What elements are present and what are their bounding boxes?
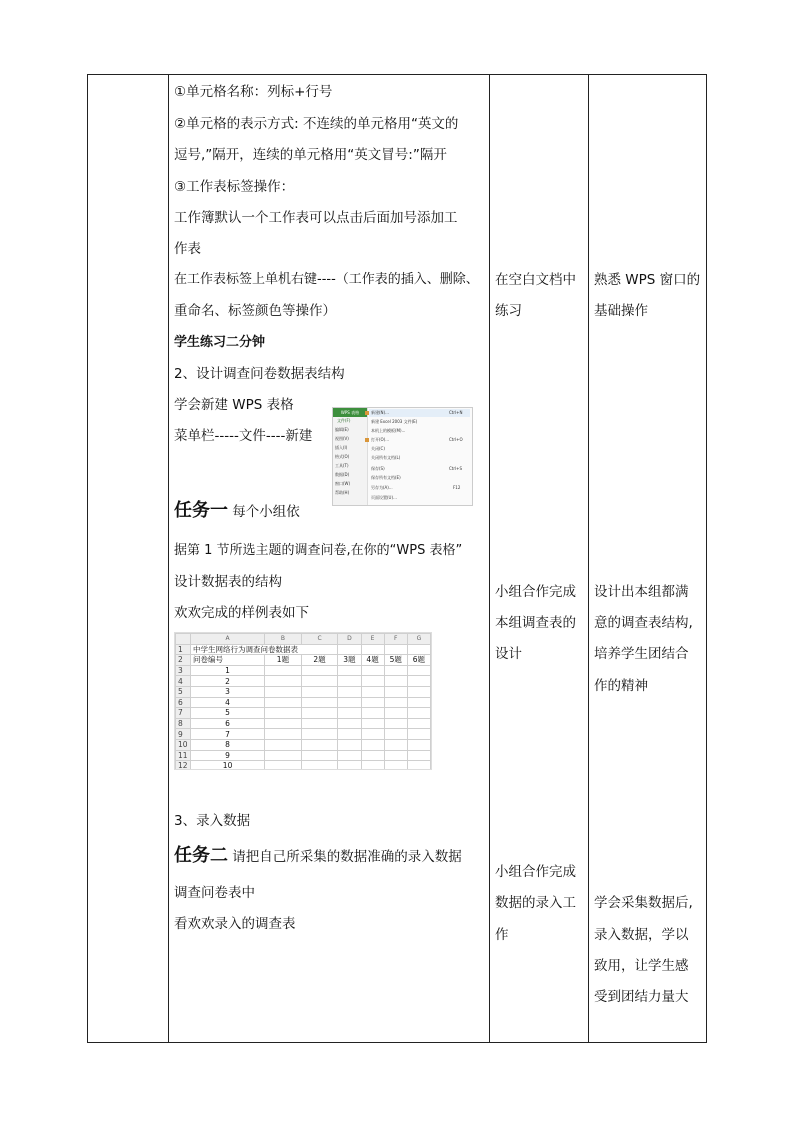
- sheet-cell: 7: [191, 729, 265, 740]
- menu-item: 格式(O): [335, 454, 350, 459]
- menu-entry-label: 保存所有文档(E): [371, 475, 401, 480]
- sheet-cell: [361, 729, 384, 740]
- sheet-cell: [338, 761, 361, 770]
- menu-entry-label: 另存为(A)...: [371, 485, 393, 490]
- content-line: 菜单栏-----文件----新建: [174, 428, 313, 444]
- sheet-cell: [301, 665, 338, 676]
- sheet-cell: [361, 644, 384, 655]
- sheet-cell: [361, 739, 384, 750]
- sheet-cell: G: [407, 634, 430, 645]
- sheet-cell: 中学生网络行为调查问卷数据表: [191, 644, 338, 655]
- sheet-cell: [338, 708, 361, 719]
- activity-line: 小组合作完成: [495, 584, 576, 600]
- column-header-row: [176, 634, 431, 645]
- intent-line: 致用，让学生感: [594, 958, 689, 974]
- sheet-cell: [384, 686, 407, 697]
- sheet-cell: [265, 686, 302, 697]
- sheet-cell: [338, 697, 361, 708]
- sheet-cell: [384, 739, 407, 750]
- sheet-cell: [407, 708, 430, 719]
- menu-entry: [371, 466, 385, 472]
- menu-item: 窗口(W): [335, 481, 351, 486]
- spreadsheet-screenshot: [174, 632, 432, 770]
- menu-entry: [371, 475, 401, 481]
- sheet-cell: [407, 644, 430, 655]
- menu-entry-label: 页面设置(U)...: [371, 495, 397, 500]
- sheet-cell: [338, 739, 361, 750]
- row-number: 4: [176, 676, 191, 687]
- task-text: 请把自己所采集的数据准确的录入数据: [228, 849, 462, 865]
- activity-line: 小组合作完成: [495, 864, 576, 880]
- section-title: 2、设计调查问卷数据表结构: [174, 366, 345, 382]
- task-heading: [174, 501, 300, 522]
- menu-header: WPS 表格: [333, 408, 367, 417]
- menu-item: 工具(T): [335, 463, 349, 468]
- content-line: 工作簿默认一个工作表可以点击后面加号添加工: [174, 210, 458, 226]
- menu-entry-label: 打开(O)...: [371, 437, 390, 442]
- content-line: ①单元格名称：列标+行号: [174, 84, 333, 100]
- row-number: 8: [176, 718, 191, 729]
- sheet-cell: [265, 708, 302, 719]
- table-row: [176, 761, 431, 770]
- sheet-cell: [384, 750, 407, 761]
- table-row: [176, 665, 431, 676]
- sheet-cell: [407, 697, 430, 708]
- sheet-cell: [338, 750, 361, 761]
- sheet-cell: [265, 761, 302, 770]
- sheet-cell: E: [361, 634, 384, 645]
- sheet-cell: 6: [191, 718, 265, 729]
- activity-line: 在空白文档中: [495, 272, 576, 288]
- content-line: 逗号,”隔开，连续的单元格用“英文冒号:”隔开: [174, 147, 447, 163]
- sheet-cell: 3题: [338, 655, 361, 666]
- sheet-cell: 5题: [384, 655, 407, 666]
- sheet-cell: [384, 665, 407, 676]
- intent-line: 录入数据，学以: [594, 927, 689, 943]
- sheet-cell: [265, 676, 302, 687]
- sheet-cell: 1题: [265, 655, 302, 666]
- shortcut: F12: [453, 485, 461, 490]
- intent-line: 基础操作: [594, 303, 648, 319]
- sheet-cell: [301, 761, 338, 770]
- menu-item: 插入(I): [335, 445, 348, 450]
- sheet-cell: [338, 718, 361, 729]
- menu-entry-label: 关闭(C): [371, 446, 385, 451]
- intent-line: 熟悉 WPS 窗口的: [594, 272, 701, 288]
- sheet-cell: [301, 739, 338, 750]
- content-line: 据第 1 节所选主题的调查问卷,在你的“WPS 表格”: [174, 543, 463, 558]
- column-divider: [489, 75, 490, 1042]
- row-number: 11: [176, 750, 191, 761]
- table-row: [176, 750, 431, 761]
- sheet-cell: 8: [191, 739, 265, 750]
- sheet-cell: [338, 644, 361, 655]
- sheet-cell: [301, 697, 338, 708]
- sheet-cell: [384, 644, 407, 655]
- task-title: 任务二: [174, 845, 228, 866]
- new-file-icon: [365, 411, 369, 415]
- task-title: 任务一: [174, 500, 228, 521]
- row-number: 1: [176, 644, 191, 655]
- table-row: [176, 708, 431, 719]
- sheet-cell: [407, 676, 430, 687]
- row-number: 6: [176, 697, 191, 708]
- table-row: [176, 729, 431, 740]
- sheet-cell: [338, 665, 361, 676]
- row-number: 9: [176, 729, 191, 740]
- intent-line: 学会采集数据后,: [594, 895, 693, 911]
- sheet-cell: [265, 729, 302, 740]
- sheet-cell: [407, 686, 430, 697]
- sheet-cell: [407, 718, 430, 729]
- menu-item: 数据(D): [335, 472, 350, 477]
- sheet-cell: [301, 718, 338, 729]
- table-row: [176, 655, 431, 666]
- wps-file-menu-screenshot: [332, 407, 473, 506]
- sheet-cell: [301, 686, 338, 697]
- menu-entry: [371, 495, 397, 501]
- sheet-cell: [361, 761, 384, 770]
- sheet-cell: 6题: [407, 655, 430, 666]
- sheet-cell: [361, 708, 384, 719]
- menu-item: 编辑(E): [335, 427, 349, 432]
- sheet-cell: C: [301, 634, 338, 645]
- sheet-cell: [361, 665, 384, 676]
- sheet-cell: [301, 708, 338, 719]
- sheet-cell: [265, 739, 302, 750]
- sheet-cell: D: [338, 634, 361, 645]
- sheet-cell: 4: [191, 697, 265, 708]
- sheet-cell: [265, 750, 302, 761]
- sheet-cell: 10: [191, 761, 265, 770]
- sheet-cell: 3: [191, 686, 265, 697]
- menu-entry-label: 保存(S): [371, 466, 385, 471]
- open-folder-icon: [365, 438, 369, 442]
- row-number: 5: [176, 686, 191, 697]
- sheet-cell: [301, 729, 338, 740]
- table-row: [176, 718, 431, 729]
- intent-line: 设计出本组都满: [594, 584, 689, 600]
- sheet-cell: [407, 729, 430, 740]
- task-heading: [174, 846, 462, 867]
- table-row: [176, 739, 431, 750]
- row-number: 3: [176, 665, 191, 676]
- content-line: ②单元格的表示方式: 不连续的单元格用“英文的: [174, 116, 459, 132]
- sheet-cell: [361, 718, 384, 729]
- activity-line: 练习: [495, 303, 522, 319]
- table-row: [176, 644, 431, 655]
- sheet-cell: [265, 697, 302, 708]
- row-number: 2: [176, 655, 191, 666]
- activity-line: 数据的录入工: [495, 895, 576, 911]
- activity-line: 作: [495, 927, 509, 943]
- sheet-cell: [361, 750, 384, 761]
- sheet-cell: [361, 676, 384, 687]
- column-divider: [168, 75, 169, 1042]
- sheet-cell: B: [265, 634, 302, 645]
- sheet-cell: [384, 676, 407, 687]
- sheet-cell: [407, 761, 430, 770]
- shortcut: Ctrl+O: [449, 437, 463, 442]
- intent-line: 受到团结力量大: [594, 989, 689, 1005]
- menu-entry: [371, 485, 393, 491]
- column-divider: [588, 75, 589, 1042]
- menu-entry: [371, 410, 389, 416]
- sheet-cell: [384, 708, 407, 719]
- sheet-cell: 9: [191, 750, 265, 761]
- row-number: 10: [176, 739, 191, 750]
- menu-entry: [371, 419, 417, 425]
- menu-item: 帮助(H): [335, 490, 350, 495]
- menu-entry: [371, 455, 400, 461]
- sheet-cell: [265, 718, 302, 729]
- content-line: 在工作表标签上单机右键----（工作表的插入、删除、: [174, 272, 479, 287]
- content-line: 欢欢完成的样例表如下: [174, 605, 309, 621]
- shortcut: Ctrl+N: [449, 410, 463, 415]
- table-row: [176, 697, 431, 708]
- intent-line: 培养学生团结合: [594, 646, 689, 662]
- sheet-cell: [384, 697, 407, 708]
- menu-entry: [371, 437, 389, 443]
- row-number: 7: [176, 708, 191, 719]
- sheet-cell: [338, 686, 361, 697]
- sheet-cell: 1: [191, 665, 265, 676]
- sheet-cell: 2: [191, 676, 265, 687]
- spreadsheet-grid: [175, 633, 431, 770]
- sheet-cell: 2题: [301, 655, 338, 666]
- content-line: 调查问卷表中: [174, 885, 255, 901]
- menu-item: 视图(V): [335, 436, 349, 441]
- menu-entry-label: 新建(N)...: [371, 410, 389, 415]
- menu-entry: [371, 446, 385, 452]
- menu-entry-label: 新建 Excel 2003 文件(E): [371, 419, 418, 424]
- sheet-cell: [407, 739, 430, 750]
- row-number: 12: [176, 761, 191, 770]
- sheet-cell: A: [191, 634, 265, 645]
- row-number: [176, 634, 191, 645]
- content-line: ③工作表标签操作：: [174, 179, 295, 195]
- sheet-cell: [338, 729, 361, 740]
- section-title: 3、录入数据: [174, 813, 251, 829]
- menu-item: 文件(F): [337, 418, 351, 423]
- sheet-cell: [384, 718, 407, 729]
- content-line: 学会新建 WPS 表格: [174, 397, 294, 413]
- content-line: 看欢欢录入的调查表: [174, 916, 296, 932]
- sheet-cell: [301, 676, 338, 687]
- content-line: 设计数据表的结构: [174, 574, 282, 590]
- activity-line: 设计: [495, 646, 522, 662]
- sheet-cell: [384, 761, 407, 770]
- sheet-cell: [265, 665, 302, 676]
- sheet-cell: 问卷编号: [191, 655, 265, 666]
- menu-entry-label: 本机上的模板(M)...: [371, 428, 406, 433]
- table-row: [176, 686, 431, 697]
- sheet-cell: 4题: [361, 655, 384, 666]
- task-text: 每个小组依: [228, 504, 300, 520]
- menu-entry: [371, 428, 405, 434]
- content-line: 重命名、标签颜色等操作）: [174, 303, 336, 319]
- intent-line: 意的调查表结构,: [594, 615, 693, 631]
- menu-entry-label: 关闭所有文档(L): [371, 455, 401, 460]
- sheet-cell: 5: [191, 708, 265, 719]
- sheet-cell: [384, 729, 407, 740]
- sheet-cell: [407, 750, 430, 761]
- sheet-cell: F: [384, 634, 407, 645]
- shortcut: Ctrl+S: [449, 466, 463, 471]
- activity-line: 本组调查表的: [495, 615, 576, 631]
- intent-line: 作的精神: [594, 678, 648, 694]
- sheet-cell: [301, 750, 338, 761]
- sheet-cell: [361, 686, 384, 697]
- sheet-cell: [407, 665, 430, 676]
- sheet-cell: [338, 676, 361, 687]
- content-line: 作表: [174, 241, 201, 257]
- table-row: [176, 676, 431, 687]
- practice-label: 学生练习二分钟: [174, 335, 266, 350]
- sheet-cell: [361, 697, 384, 708]
